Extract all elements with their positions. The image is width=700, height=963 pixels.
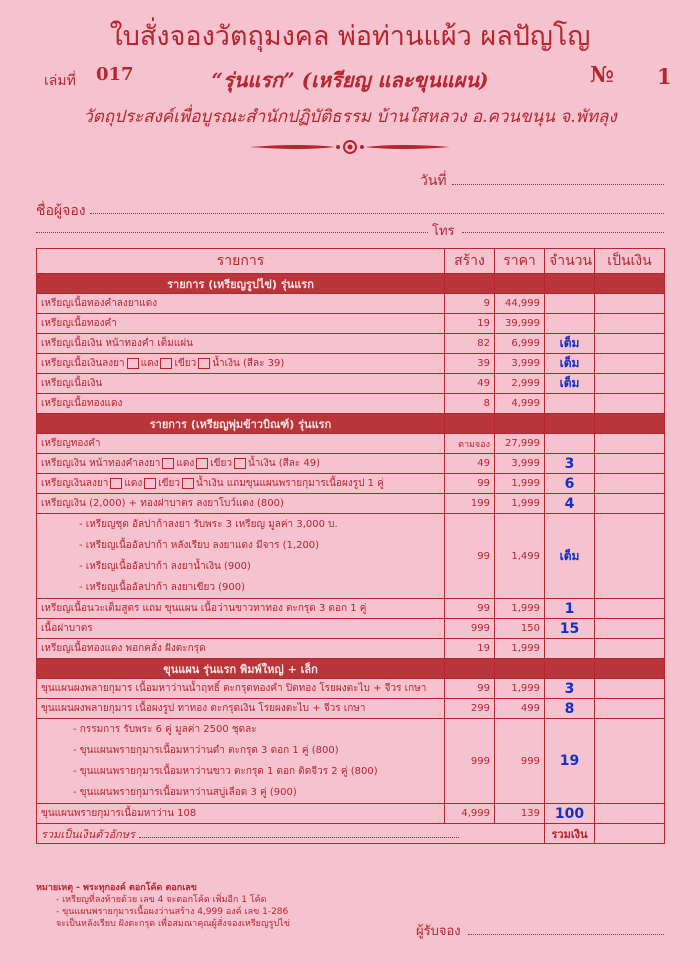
- amount-cell[interactable]: [595, 494, 665, 514]
- qty-cell[interactable]: [545, 639, 595, 659]
- qty-cell[interactable]: [545, 434, 595, 454]
- header-price: ราคา: [495, 249, 545, 274]
- qty-cell[interactable]: 8: [545, 699, 595, 719]
- table-row: ขุนแผนผงพลายกุมาร เนื้อผงรูป ทาทอง ตะกรุดเงิน โรยผงตะไบ + จีวร เกษา 299 499 8: [37, 699, 665, 719]
- tel-field[interactable]: [462, 232, 664, 233]
- table-row: เหรียญเงิน (2,000) + ทองฝาบาตร ลงยาโบว์แดง (800) 199 1,999 4: [37, 494, 665, 514]
- header-amount: เป็นเงิน: [595, 249, 665, 274]
- amount-cell[interactable]: [595, 804, 665, 824]
- series-title: “รุ่นแรก” (เหรียญ และขุนแผน): [211, 68, 489, 92]
- book-number: 017: [96, 64, 134, 85]
- total-in-words-field[interactable]: รวมเป็นเงินตัวอักษร: [37, 824, 545, 844]
- section-rice-coins: รายการ (เหรียญพุ่มข้าวบิณฑ์) รุ่นแรก: [37, 414, 445, 434]
- checkbox[interactable]: [196, 458, 208, 469]
- tel-label: โทร: [432, 224, 455, 239]
- amount-cell[interactable]: [595, 354, 665, 374]
- amount-cell[interactable]: [595, 334, 665, 354]
- table-row: เหรียญเนื้อเงิน 49 2,999 เต็ม: [37, 374, 665, 394]
- qty-cell[interactable]: 15: [545, 619, 595, 639]
- qty-cell[interactable]: [545, 394, 595, 414]
- table-row: เหรียญเงิน หน้าทองคำลงยา แดง เขียว น้ำเงิน (สีละ 49) 49 3,999 3: [37, 454, 665, 474]
- form-number: 1: [657, 64, 672, 89]
- amount-cell[interactable]: [595, 679, 665, 699]
- checkbox[interactable]: [110, 478, 122, 489]
- amount-cell[interactable]: [595, 599, 665, 619]
- qty-cell[interactable]: 3: [545, 679, 595, 699]
- table-row: เนื้อฝาบาตร 999 150 15: [37, 619, 665, 639]
- qty-cell[interactable]: 4: [545, 494, 595, 514]
- name-field-line2[interactable]: [36, 232, 428, 233]
- table-row: เหรียญเนื้อทองแดง พอกคลั่ง ฝังตะกรุด 19 1,999: [37, 639, 665, 659]
- order-table: [36, 248, 665, 844]
- total-row: [37, 824, 665, 844]
- amount-cell[interactable]: [595, 699, 665, 719]
- receiver-label: ผู้รับจอง: [416, 924, 461, 939]
- qty-cell[interactable]: [545, 314, 595, 334]
- notes: หมายเหตุ - พระทุกองค์ ตอกโค้ด ตอกเลข - เหรียญที่ลงท้ายด้วย เลข 4 จะตอกโค้ด เพิ่มอีก 1 โค้ด - ขุนแผนพรายกุมารเนื้อผงว่านสร้าง 4,999 องค์ เลข 1-286 จะเป็นหลังเรียบ ฝังตะกรุด เพื่อสมณาคุณผู้สั่งจองเหรียญรูปไข่: [36, 883, 290, 929]
- amount-cell[interactable]: [595, 454, 665, 474]
- checkbox[interactable]: [198, 358, 210, 369]
- table-row: เหรียญเนื้อทองคำลงยาแดง 9 44,999: [37, 294, 665, 314]
- qty-cell[interactable]: เต็ม: [545, 514, 595, 599]
- table-row: เหรียญเนื้อเงินลงยา แดง เขียว น้ำเงิน (สีละ 39) 39 3,999 เต็ม: [37, 354, 665, 374]
- amount-cell[interactable]: [595, 719, 665, 804]
- checkbox[interactable]: [162, 458, 174, 469]
- header-made: สร้าง: [445, 249, 495, 274]
- table-row: ขุนแผนพรายกุมารเนื้อมหาว่าน 108 4,999 139 100: [37, 804, 665, 824]
- checkbox[interactable]: [182, 478, 194, 489]
- table-row-set: - กรรมการ รับพระ 6 คู่ มูลค่า 2500 ชุดละ - ขุนแผนพรายกุมารเนื้อมหาว่านดำ ตะกรุด 3 ดอก 1 คู่ (800) - ขุนแผนพรายกุมารเนื้อมหาว่านขาว ตะกรุด 1 ดอก ติดจีวร 2 คู่ (800) - ขุนแผนพรายกุมารเนื้อมหาว่านสบู่เลือด 3 คู่ (900) 999 999 19: [37, 719, 665, 804]
- purpose-line: วัตถุประสงค์เพื่อบูรณะสำนักปฏิบัติธรรม บ้านใสหลวง อ.ควนขนุน จ.พัทลุง: [83, 107, 617, 127]
- table-row: ขุนแผนผงพลายกุมาร เนื้อมหาว่านน้ำฤทธิ์ ตะกรุดทองคำ ปิดทอง โรยผงตะไบ + จีวร เกษา 99 1,999 3: [37, 679, 665, 699]
- amount-cell[interactable]: [595, 474, 665, 494]
- qty-cell[interactable]: 3: [545, 454, 595, 474]
- section-khun-phaen: ขุนแผน รุ่นแรก พิมพ์ใหญ่ + เล็ก: [37, 659, 445, 679]
- date-label: วันที่: [420, 173, 447, 189]
- table-row: เหรียญทองคำ ตามจอง 27,999: [37, 434, 665, 454]
- ornament-divider: [250, 138, 450, 156]
- checkbox[interactable]: [160, 358, 172, 369]
- header-qty: จำนวน: [545, 249, 595, 274]
- table-row: เหรียญเนื้อทองคำ 19 39,999: [37, 314, 665, 334]
- amount-cell[interactable]: [595, 374, 665, 394]
- amount-cell[interactable]: [595, 394, 665, 414]
- amount-cell[interactable]: [595, 619, 665, 639]
- table-row: เหรียญเนื้อนวะเต็มสูตร แถม ขุนแผน เนื้อว่านขาวทาทอง ตะกรุด 3 ดอก 1 คู่ 99 1,999 1: [37, 599, 665, 619]
- amount-cell[interactable]: [595, 314, 665, 334]
- qty-cell[interactable]: เต็ม: [545, 354, 595, 374]
- qty-cell[interactable]: 1: [545, 599, 595, 619]
- book-label: เล่มที่: [44, 73, 76, 89]
- form-title: ใบสั่งจองวัตถุมงคล พ่อท่านแผ้ว ผลปัญโญ: [109, 21, 591, 52]
- total-amount[interactable]: [595, 824, 665, 844]
- checkbox[interactable]: [234, 458, 246, 469]
- qty-cell[interactable]: 100: [545, 804, 595, 824]
- number-label: №: [590, 62, 614, 88]
- receiver-field[interactable]: [468, 934, 664, 935]
- amount-cell[interactable]: [595, 434, 665, 454]
- amount-cell[interactable]: [595, 294, 665, 314]
- date-field[interactable]: [452, 184, 664, 185]
- section-oval-coins: รายการ (เหรียญรูปไข่) รุ่นแรก: [37, 274, 445, 294]
- amount-cell[interactable]: [595, 514, 665, 599]
- table-row: เหรียญเนื้อเงิน หน้าทองคำ เต็มแผ่น 82 6,999 เต็ม: [37, 334, 665, 354]
- name-label: ชื่อผู้จอง: [36, 203, 86, 219]
- checkbox[interactable]: [127, 358, 139, 369]
- qty-cell[interactable]: เต็ม: [545, 334, 595, 354]
- amount-cell[interactable]: [595, 639, 665, 659]
- qty-cell[interactable]: 6: [545, 474, 595, 494]
- name-field[interactable]: [90, 213, 664, 214]
- header-item: รายการ: [37, 249, 445, 274]
- total-label: รวมเงิน: [545, 824, 595, 844]
- checkbox[interactable]: [144, 478, 156, 489]
- table-row: เหรียญเนื้อทองแดง 8 4,999: [37, 394, 665, 414]
- table-row: เหรียญเงินลงยา แดง เขียว น้ำเงิน แถมขุนแผนพรายกุมารเนื้อผงรูป 1 คู่ 99 1,999 6: [37, 474, 665, 494]
- qty-cell[interactable]: เต็ม: [545, 374, 595, 394]
- table-row-set: - เหรียญชุด อัลปาก้าลงยา รับพระ 3 เหรียญ มูลค่า 3,000 บ. - เหรียญเนื้ออัลปาก้า หลังเรียบ ลงยาแดง มีจาร (1,200) - เหรียญเนื้ออัลปาก้า ลงยาน้ำเงิน (900) - เหรียญเนื้ออัลปาก้า ลงยาเขียว (900) 99 1,499 เต็ม: [37, 514, 665, 599]
- qty-cell[interactable]: [545, 294, 595, 314]
- qty-cell[interactable]: 19: [545, 719, 595, 804]
